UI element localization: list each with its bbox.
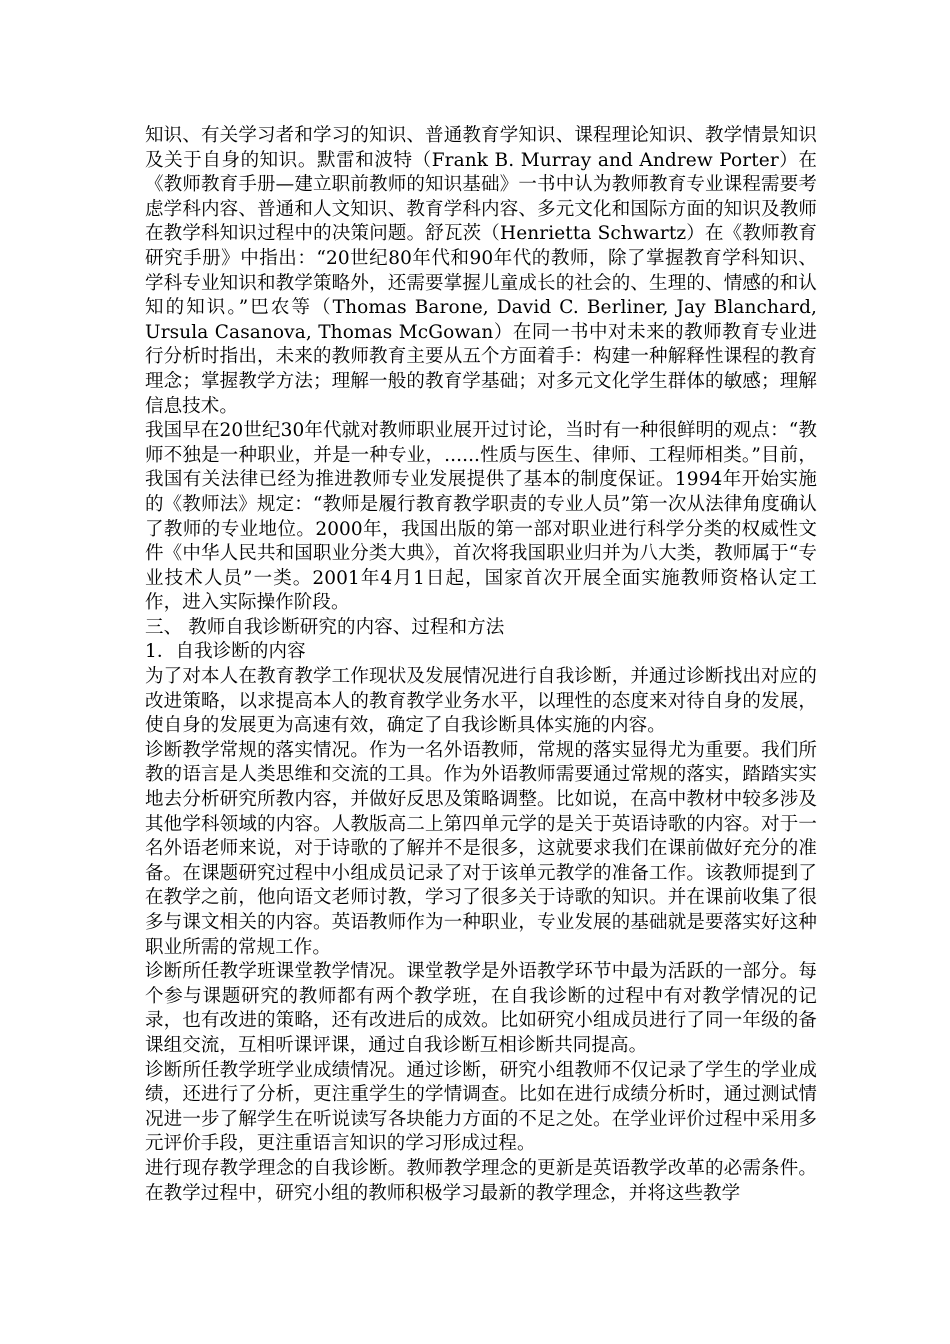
paragraph-diagnosis-intro: 为了对本人在教育教学工作现状及发展情况进行自我诊断，并通过诊断找出对应的改进策略，以求提高本人的教育教学业务水平，以理性的态度来对待自身的发展，使自身的发展更为高速有效，确定了自我诊断具体实施的内容。 [145, 666, 817, 737]
paragraph-china-profession: 我国早在20世纪30年代就对教师职业展开过讨论，当时有一种很鲜明的观点：“教师不独是一种职业，并是一种专业，......性质与医生、律师、工程师相类。”目前，我国有关法律已经为推进教师专业发展提供了基本的制度保证。1994年开始实施的《教师法》规定：“教师是履行教育教学职责的专业人员”第一次从法律角度确认了教师的专业地位。2000年，我国出版的第一部对职业进行科学分类的权威性文件《中华人民共和国职业分类大典》，首次将我国职业归并为八大类，教师属于“专业技术人员”一类。2001年4月1日起，国家首次开展全面实施教师资格认定工作，进入实际操作阶段。 [145, 420, 817, 614]
paragraph-classroom-teaching: 诊断所任教学班课堂教学情况。课堂教学是外语教学环节中最为活跃的一部分。每个参与课题研究的教师都有两个教学班，在自我诊断的过程中有对教学情况的记录，也有改进的策略，还有改进后的成效。比如研究小组成员进行了同一年级的备课组交流，互相听课评课，通过自我诊断互相诊断共同提高。 [145, 961, 817, 1056]
paragraph-academic-performance: 诊断所任教学班学业成绩情况。通过诊断，研究小组教师不仅记录了学生的学业成绩，还进行了分析，更注重学生的学情调查。比如在进行成绩分析时，通过测试情况进一步了解学生在听说读写各块能力方面的不足之处。在学业评价过程中采用多元评价手段，更注重语言知识的学习形成过程。 [145, 1059, 817, 1155]
document-body [145, 124, 817, 1206]
subsection-heading: 1．自我诊断的内容 [145, 641, 306, 663]
paragraph-teaching-concepts: 进行现存教学理念的自我诊断。教师教学理念的更新是英语教学改革的必需条件。在教学过程中，研究小组的教师积极学习最新的教学理念，并将这些教学 [145, 1157, 817, 1204]
paragraph-knowledge-base: 知识、有关学习者和学习的知识、普通教育学知识、课程理论知识、教学情景知识及关于自身的知识。默雷和波特（Frank B. Murray and Andrew Porter）在《教师教育手册—建立职前教师的知识基础》一书中认为教师教育专业课程需要考虑学科内容、普通和人文知识、教育学科内容、多元文化和国际方面的知识及教师在教学科知识过程中的决策问题。舒瓦茨（Henrietta Schwartz）在《教师教育研究手册》中指出：“20世纪80年代和90年代的教师，除了掌握教育学科知识、学科专业知识和教学策略外，还需要掌握儿童成长的社会的、生理的、情感的和认知的知识。”巴农等（Thomas Barone, David C. Berliner, Jay Blanchard, Ursula Casanova, Thomas McGowan）在同一书中对未来的教师教育专业进行分析时指出，未来的教师教育主要从五个方面着手：构建一种解释性课程的教育理念；掌握教学方法；理解一般的教育学基础；对多元文化学生群体的敏感；理解信息技术。 [145, 125, 817, 417]
section-heading: 三、 教师自我诊断研究的内容、过程和方法 [145, 616, 505, 638]
paragraph-teaching-routine: 诊断教学常规的落实情况。作为一名外语教师，常规的落实显得尤为重要。我们所教的语言是人类思维和交流的工具。作为外语教师需要通过常规的落实，踏踏实实地去分析研究所教内容，并做好反思及策略调整。比如说，在高中教材中较多涉及其他学科领域的内容。人教版高二上第四单元学的是关于英语诗歌的内容。对于一名外语老师来说，对于诗歌的了解并不是很多，这就要求我们在课前做好充分的准备。在课题研究过程中小组成员记录了对于该单元教学的准备工作。该教师提到了在教学之前，他向语文老师讨教，学习了很多关于诗歌的知识。并在课前收集了很多与课文相关的内容。英语教师作为一种职业，专业发展的基础就是要落实好这种职业所需的常规工作。 [145, 739, 817, 958]
